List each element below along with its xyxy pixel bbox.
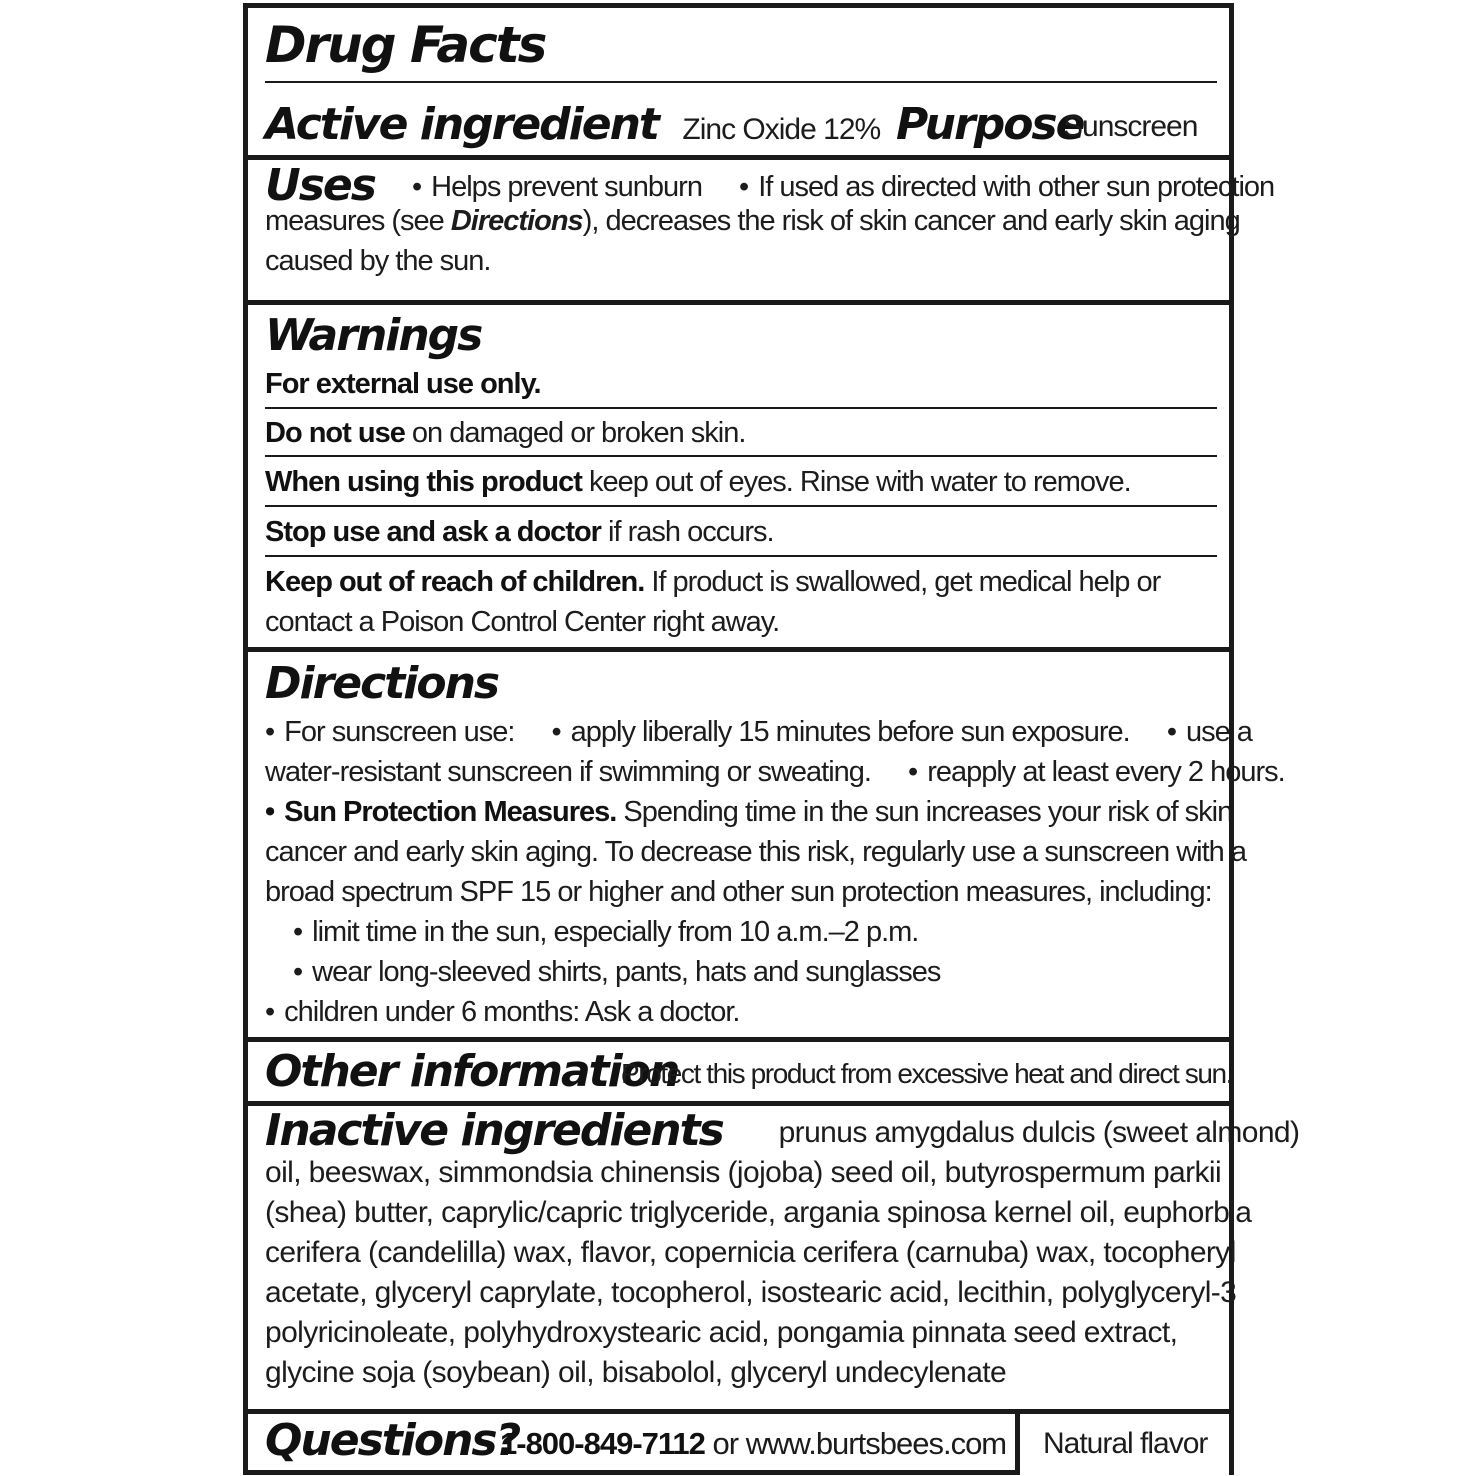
do-not-use-label: Do not use	[265, 417, 405, 449]
uses-item-1: Helps prevent sunburn	[431, 171, 702, 203]
inactive-ingredients-line-7: glycine soja (soybean) oil, bisabolol, glyceryl undecylenate	[265, 1356, 1007, 1389]
bullet-icon: •	[551, 716, 561, 748]
purpose-label: Purpose	[896, 99, 1084, 150]
directions-reference: Directions	[450, 205, 583, 237]
keep-out-text-1: If product is swallowed, get medical help or	[651, 566, 1161, 598]
directions-reapply: reapply at least every 2 hours.	[927, 756, 1285, 788]
do-not-use-text: on damaged or broken skin.	[411, 417, 746, 449]
questions-or: or	[712, 1426, 739, 1461]
directions-children: children under 6 months: Ask a doctor.	[284, 996, 740, 1028]
stop-use-text: if rash occurs.	[608, 516, 774, 548]
inactive-ingredients-line-1: prunus amygdalus dulcis (sweet almond)	[778, 1116, 1300, 1149]
warnings-divider-1	[265, 407, 1217, 409]
drug-facts-title-section	[248, 14, 1229, 76]
keep-out-text-2: contact a Poison Control Center right away.	[265, 606, 780, 638]
bullet-icon: •	[739, 171, 749, 203]
bullet-icon: •	[908, 756, 918, 788]
inactive-ingredients-line-3: (shea) butter, caprylic/capric triglyceride, argania spinosa kernel oil, euphorbia	[265, 1196, 1252, 1229]
sun-protection-text-2: cancer and early skin aging. To decrease this risk, regularly use a sunscreen with a	[265, 836, 1246, 868]
do-not-use-row	[248, 413, 1229, 453]
when-using-row	[248, 462, 1229, 502]
inactive-ingredients-section	[248, 1105, 1300, 1393]
directions-apply-liberally: apply liberally 15 minutes before sun exposure.	[570, 716, 1130, 748]
section-divider-directions	[248, 647, 1229, 652]
inactive-ingredients-label: Inactive ingredients	[265, 1105, 723, 1156]
directions-for-sunscreen-use: For sunscreen use:	[284, 716, 515, 748]
directions-use-a: use a	[1185, 716, 1252, 748]
natural-flavor-text: Natural flavor	[1043, 1427, 1208, 1460]
warnings-divider-2	[265, 455, 1217, 457]
inactive-ingredients-line-5: acetate, glyceryl caprylate, tocopherol, isostearic acid, lecithin, polyglyceryl-3	[265, 1276, 1237, 1309]
when-using-label: When using this product	[265, 466, 582, 498]
uses-item-2-line-3: caused by the sun.	[265, 245, 491, 277]
uses-item-2-line-2: measures (see	[265, 205, 451, 237]
inactive-ingredients-line-4: cerifera (candelilla) wax, flavor, copernicia cerifera (carnuba) wax, tocopheryl	[265, 1236, 1236, 1269]
bullet-icon: •	[293, 956, 303, 988]
title-divider	[265, 81, 1217, 83]
uses-item-2-line-2-cont: ), decreases the risk of skin cancer and early skin aging	[582, 205, 1240, 237]
purpose-value: Sunscreen	[1063, 110, 1198, 143]
bullet-icon: •	[265, 996, 275, 1028]
other-information-section	[248, 1044, 1233, 1100]
bullet-icon: •	[412, 171, 422, 203]
questions-url[interactable]: www.burtsbees.com	[745, 1426, 1007, 1461]
questions-label: Questions?	[265, 1415, 520, 1466]
external-use-text: For external use only.	[265, 368, 541, 400]
sun-protection-measures-label: Sun Protection Measures.	[284, 796, 617, 828]
questions-phone[interactable]: 1-800-849-7112	[500, 1426, 705, 1461]
sun-protection-text-1: Spending time in the sun increases your risk of skin	[623, 796, 1233, 828]
when-using-text: keep out of eyes. Rinse with water to remove.	[588, 466, 1131, 498]
bullet-icon: •	[265, 796, 275, 828]
active-ingredient-section	[248, 96, 1229, 154]
questions-section	[243, 1409, 1020, 1475]
bullet-icon: •	[1166, 716, 1176, 748]
uses-section	[248, 160, 1275, 281]
warnings-section	[248, 308, 1229, 404]
directions-wear-clothing: wear long-sleeved shirts, pants, hats and sunglasses	[312, 956, 941, 988]
bullet-icon: •	[265, 716, 275, 748]
inactive-ingredients-line-2: oil, beeswax, simmondsia chinensis (jojoba) seed oil, butyrospermum parkii	[265, 1156, 1222, 1189]
keep-out-row	[248, 562, 1229, 642]
uses-item-2-line-1: If used as directed with other sun protection	[758, 171, 1275, 203]
stop-use-row	[248, 512, 1229, 552]
active-ingredient-value: Zinc Oxide 12%	[682, 113, 881, 146]
directions-section	[248, 656, 1285, 1032]
bullet-icon: •	[293, 916, 303, 948]
drug-facts-title: Drug Facts	[265, 16, 546, 74]
inactive-ingredients-line-6: polyricinoleate, polyhydroxystearic acid, pongamia pinnata seed extract,	[265, 1316, 1178, 1349]
keep-out-label: Keep out of reach of children.	[265, 566, 645, 598]
warnings-label: Warnings	[265, 310, 482, 361]
drug-facts-panel	[243, 3, 1300, 1414]
natural-flavor-box	[1015, 1409, 1234, 1475]
other-information-label: Other information	[265, 1046, 679, 1097]
other-information-text: Protect this product from excessive heat and direct sun.	[621, 1058, 1233, 1089]
section-divider-uses	[248, 155, 1229, 160]
warnings-divider-4	[265, 555, 1217, 557]
active-ingredient-label: Active ingredient	[265, 99, 658, 150]
directions-water-resistant: water-resistant sunscreen if swimming or sweating.	[265, 756, 871, 788]
stop-use-label: Stop use and ask a doctor	[265, 516, 601, 548]
uses-label: Uses	[265, 160, 375, 211]
warnings-divider-3	[265, 505, 1217, 507]
section-divider-other	[248, 1037, 1229, 1042]
directions-label: Directions	[265, 658, 499, 709]
directions-limit-time: limit time in the sun, especially from 10 a.m.–2 p.m.	[312, 916, 919, 948]
sun-protection-text-3: broad spectrum SPF 15 or higher and other sun protection measures, including:	[265, 876, 1212, 908]
section-divider-warnings	[248, 300, 1229, 305]
